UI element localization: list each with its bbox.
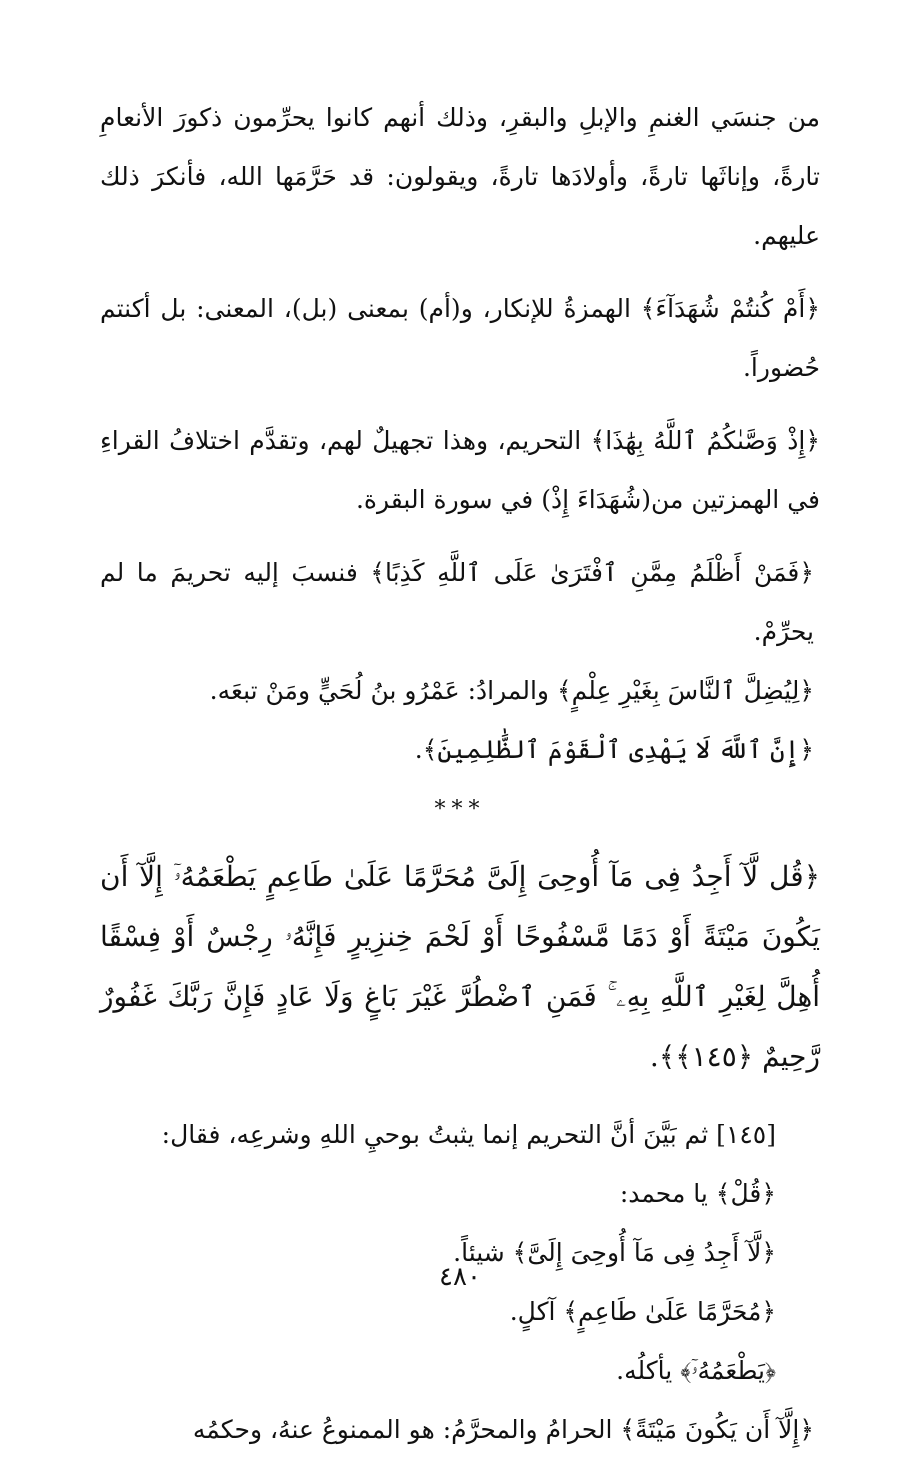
page-body: [100, 88, 820, 1459]
commentary-line: ﴿إِلَّآ أَن يَكُونَ مَيْتَةً﴾ الحرامُ والمحرَّمُ: هو الممنوعُ عنهُ، وحكمُه: [192, 1415, 814, 1444]
paragraph: ﴿أَمْ كُنتُمْ شُهَدَآءَ﴾ الهمزةُ للإنكار، و(أم) بمعنى (بل)، المعنى: بل أكنتم حُضوراً.: [100, 294, 820, 382]
commentary-line: ﴿قُلْ﴾ يا محمد:: [619, 1179, 776, 1208]
paragraph: ﴿إِذْ وَصَّىٰكُمُ ٱللَّهُ بِهَٰذَا﴾ التحريم، وهذا تجهيلٌ لهم، وتقدَّم اختلافُ القراءِ في الهمزتين من(شُهَدَاءَ إِذْ) في سورة البقرة.: [100, 426, 820, 514]
commentary-line: [١٤٥] ثم بَيَّنَ أنَّ التحريم إنما يثبتُ بوحيِ اللهِ وشرعِه، فقال:: [161, 1120, 776, 1149]
section-separator: ***: [434, 797, 486, 822]
paragraph: من جنسَي الغنمِ والإبلِ والبقرِ، وذلك أنهم كانوا يحرِّمون ذكورَ الأنعامِ تارةً، وإناثَها تارةً، وأولادَها تارةً، ويقولون: قد حَرَّمَها الله، فأنكرَ ذلك عليهم.: [100, 103, 820, 250]
commentary-line: ﴿يَطْعَمُهُۥٓ﴾ يأكلُه.: [616, 1356, 776, 1385]
commentary-line: ﴿مُحَرَّمًا عَلَىٰ طَاعِمٍ﴾ آكلٍ.: [509, 1297, 776, 1326]
text-line: ﴿لِيُضِلَّ ٱلنَّاسَ بِغَيْرِ عِلْمٍ﴾ والمرادُ: عَمْرُو بنُ لُحَيٍّ ومَنْ تبعَه.: [209, 676, 814, 705]
text-line: ﴿فَمَنْ أَظْلَمُ مِمَّنِ ٱفْتَرَىٰ عَلَى ٱللَّهِ كَذِبًا﴾ فنسبَ إليه تحريمَ ما لم يحرِّمْ.: [100, 558, 814, 646]
text-line: ﴿إِنَّ ٱللَّهَ لَا يَهْدِى ٱلْقَوْمَ ٱلظَّٰلِمِينَ﴾.: [414, 735, 814, 764]
commentary-line: ﴿لَّآ أَجِدُ فِى مَآ أُوحِىَ إِلَىَّ﴾ شيئاً.: [453, 1238, 776, 1267]
page-number: ٤٨٠: [439, 1262, 481, 1292]
quran-verse: ﴿قُل لَّآ أَجِدُ فِى مَآ أُوحِىَ إِلَىَّ مُحَرَّمًا عَلَىٰ طَاعِمٍ يَطْعَمُهُۥٓ إِلَّآ أَن يَكُونَ مَيْتَةً أَوْ دَمًا مَّسْفُوحًا أَوْ لَحْمَ خِنزِيرٍ فَإِنَّهُۥ رِجْسٌ أَوْ فِسْقًا أُهِلَّ لِغَيْرِ ٱللَّهِ بِهِۦ ۚ فَمَنِ ٱضْطُرَّ غَيْرَ بَاغٍ وَلَا عَادٍ فَإِنَّ رَبَّكَ غَفُورٌ رَّحِيمٌ ﴿١٤٥﴾﴾.: [100, 860, 821, 1073]
